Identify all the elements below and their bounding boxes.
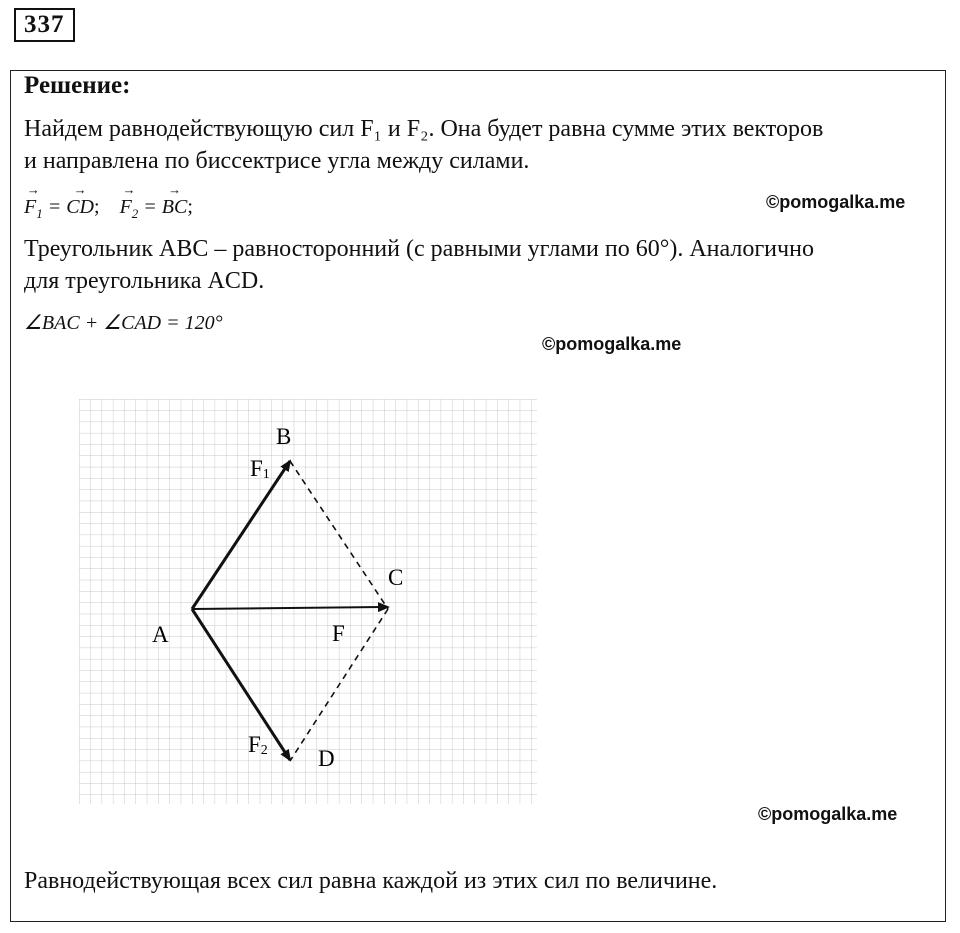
label-f: F	[332, 621, 345, 646]
label-d: D	[318, 746, 335, 771]
watermark-3: ©pomogalka.me	[758, 804, 898, 824]
vector-formula: → $F_1$ = → CD; → $F_2$ = → BC;	[24, 196, 193, 222]
paragraph-2-line-1: Треугольник ABC – равносторонний (с равными углами по 60°). Аналогично	[24, 236, 814, 262]
problem-number: 337	[14, 8, 75, 42]
label-a: A	[152, 622, 169, 647]
watermark-2: ©pomogalka.me	[542, 334, 682, 354]
vector-f1: → $F_1$	[24, 196, 43, 222]
vector-cd: → CD	[66, 196, 94, 219]
label-b: B	[276, 424, 292, 449]
angle-formula: ∠BAC + ∠CAD = 120°	[24, 312, 223, 334]
label-c: C	[388, 565, 404, 590]
watermark-1: ©pomogalka.me	[766, 192, 906, 212]
vector-bc: → BC	[162, 196, 188, 219]
vector-f2: → $F_2$	[120, 196, 139, 222]
conclusion: Равнодействующая всех сил равна каждой из этих сил по величине.	[24, 868, 718, 894]
paragraph-2-line-2: для треугольника ACD.	[24, 268, 265, 294]
paragraph-1-line-1: Найдем равнодействующую сил F₁ и F₂. Она будет равна сумме этих векторов	[24, 116, 824, 142]
graph-grid	[79, 399, 537, 804]
paragraph-1-line-2: и направлена по биссектрисе угла между силами.	[24, 148, 530, 174]
label-f2: F2	[248, 732, 268, 758]
label-f1: F1	[250, 456, 270, 482]
solution-heading: Решение:	[24, 72, 131, 99]
